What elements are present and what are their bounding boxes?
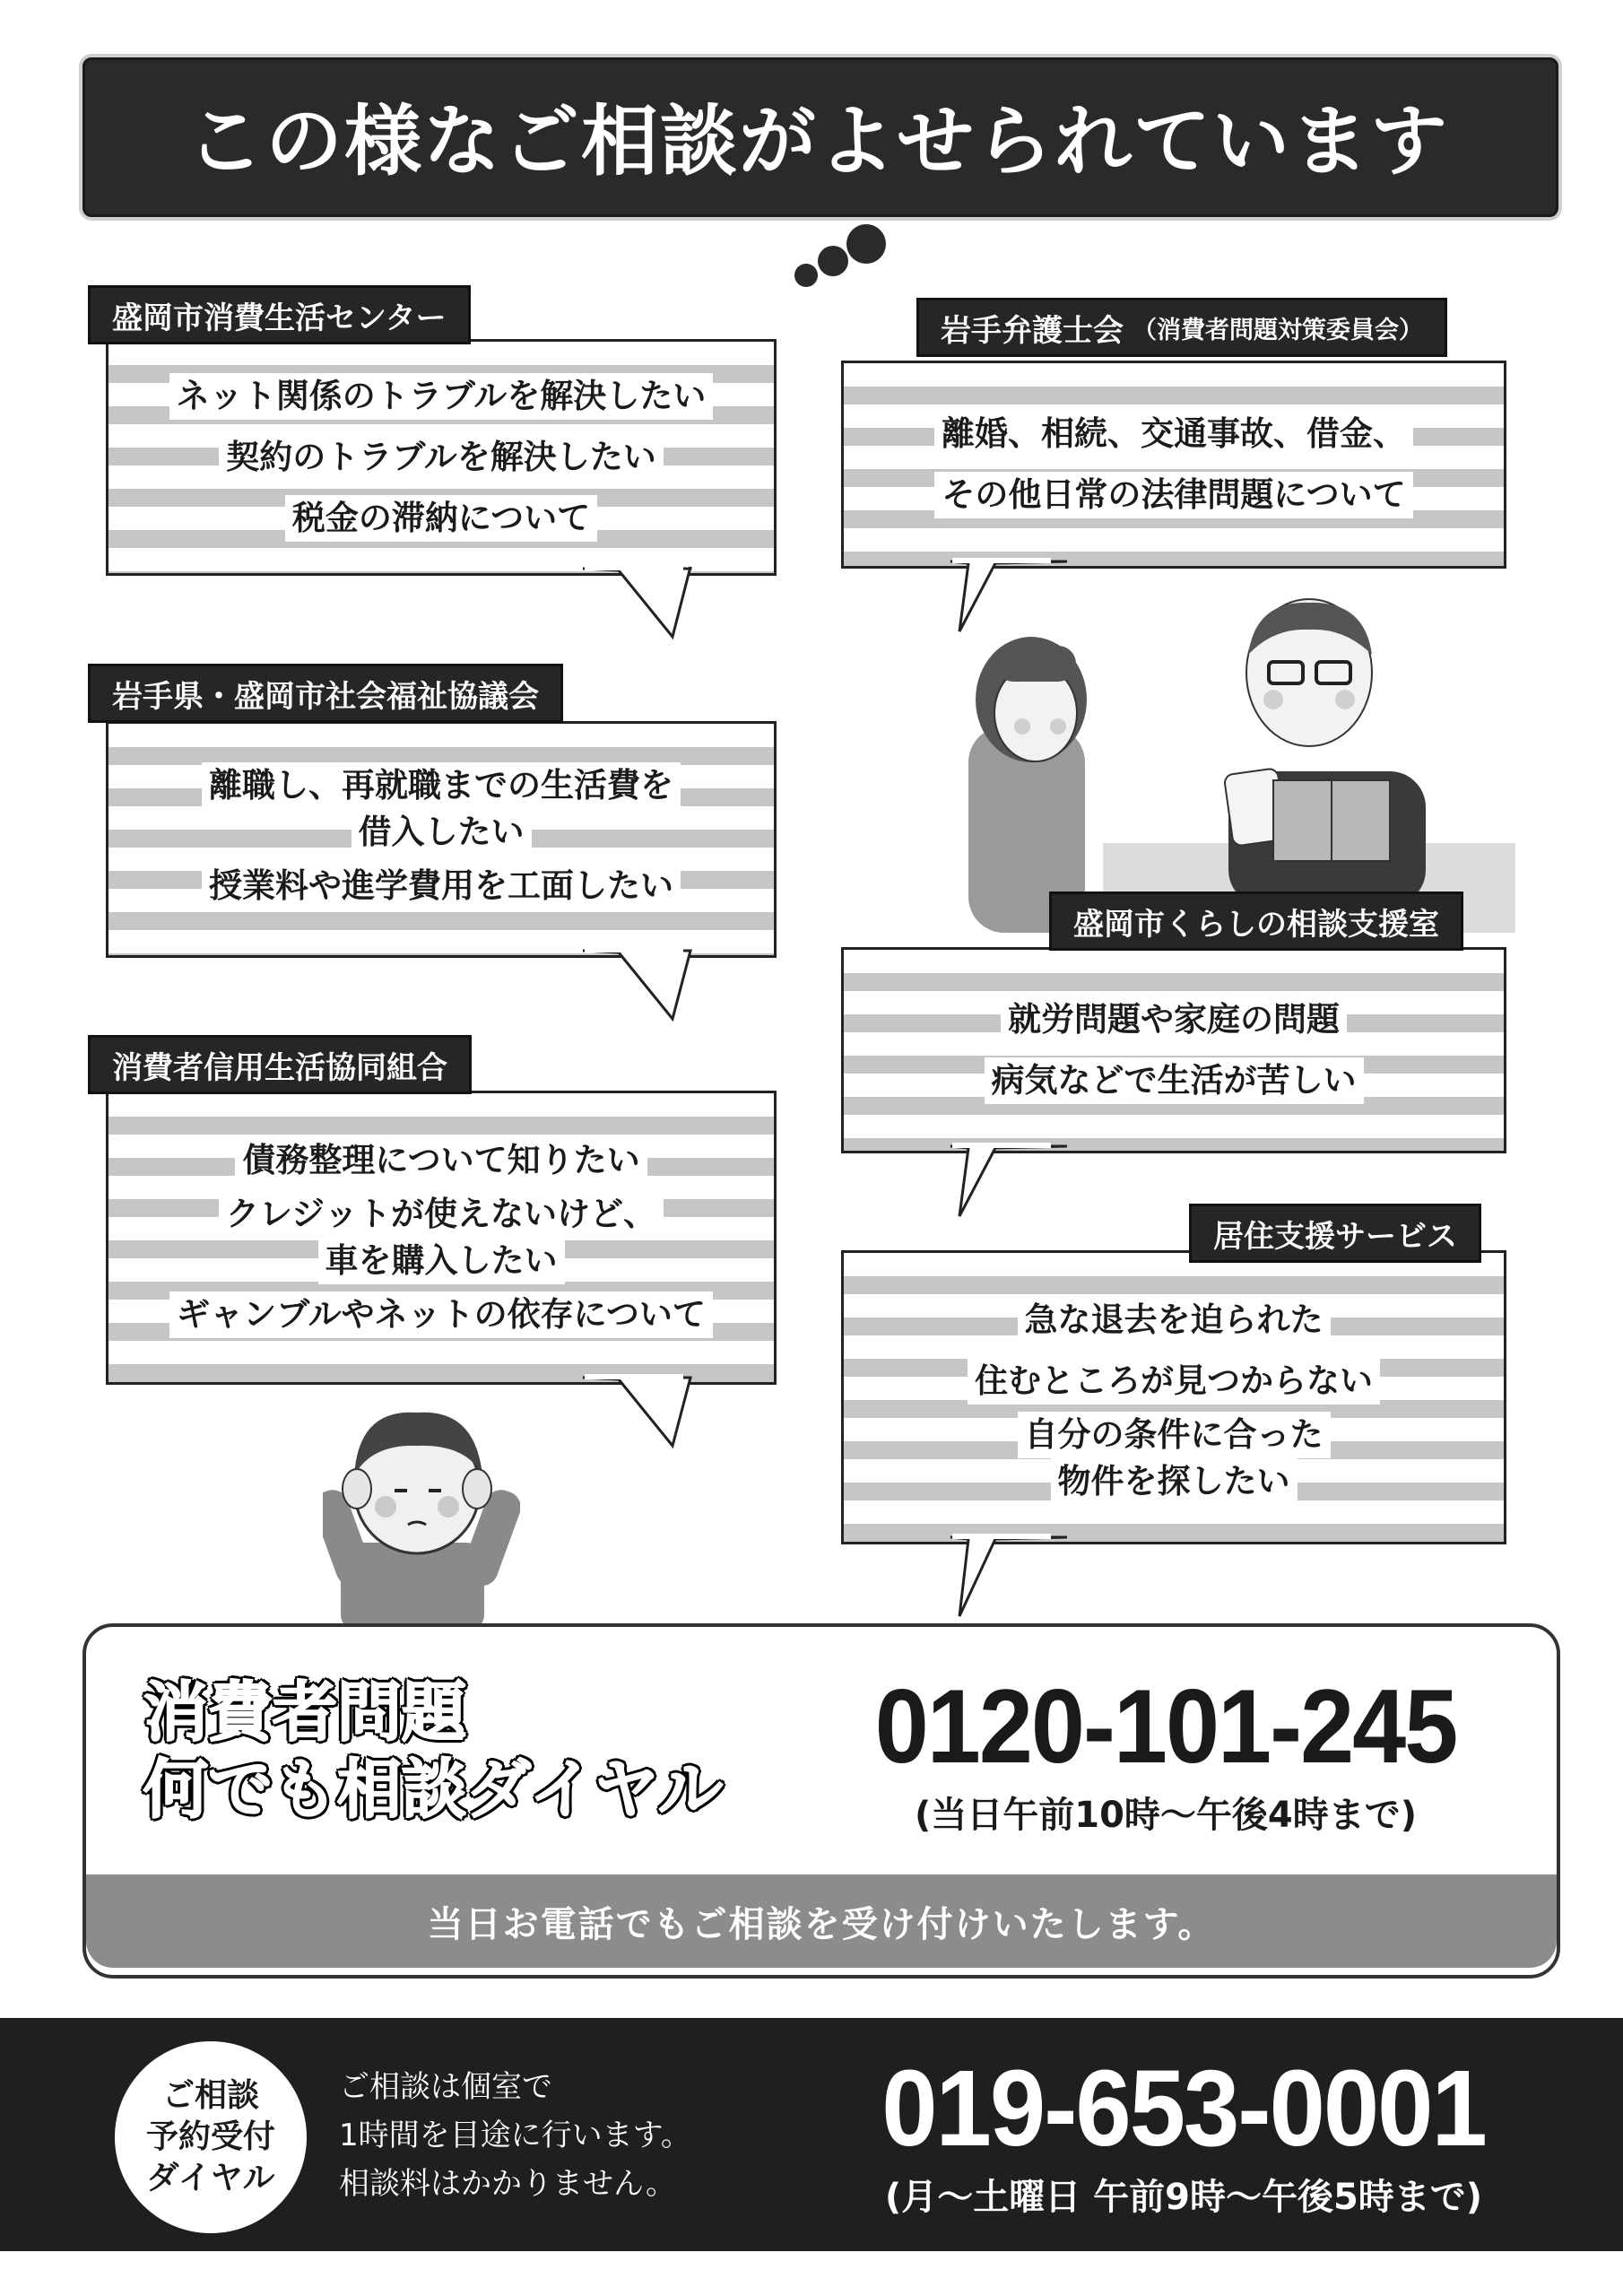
page-title: この様なご相談がよせられています bbox=[187, 97, 1449, 187]
note-line: 相談料はかかりません。 bbox=[339, 2166, 677, 2202]
consult-item: 離婚、相続、交通事故、借金、 bbox=[934, 411, 1413, 457]
toll-free-number[interactable]: 0120-101-245 bbox=[874, 1667, 1457, 1785]
speech-bubble-tail bbox=[933, 1534, 1076, 1623]
bar-association-label bbox=[916, 298, 1447, 357]
thought-bubble-dot bbox=[818, 246, 848, 276]
consult-item: 急な退去を迫られた bbox=[1018, 1297, 1331, 1344]
bar-association-name: 岩手弁護士会 bbox=[941, 312, 1124, 349]
badge-line: ご相談 bbox=[161, 2077, 259, 2114]
dial-title-line: 何でも相談ダイヤル bbox=[143, 1752, 723, 1827]
badge-line: ダイヤル bbox=[146, 2160, 275, 2196]
welfare-council-label: 岩手県・盛岡市社会福祉協議会 bbox=[88, 664, 563, 723]
consult-item: 病気などで生活が苦しい bbox=[985, 1057, 1364, 1104]
consult-item: ネット関係のトラブルを解決したい bbox=[169, 373, 714, 420]
speech-bubble-tail bbox=[565, 565, 699, 646]
note-line: 1時間を目途に行います。 bbox=[339, 2118, 691, 2153]
consumer-center-label: 盛岡市消費生活センター bbox=[88, 285, 471, 344]
reservation-hours: (月～土曜日 午前9時～午後5時まで) bbox=[884, 2177, 1483, 2218]
dial-title bbox=[143, 1674, 789, 1828]
consult-item: 就労問題や家庭の問題 bbox=[1001, 996, 1347, 1043]
speech-bubble-tail bbox=[565, 947, 699, 1028]
credit-coop-label: 消費者信用生活協同組合 bbox=[88, 1035, 472, 1094]
same-day-note: 当日お電話でもご相談を受け付けいたします。 bbox=[427, 1903, 1216, 1945]
thought-bubble-dot bbox=[846, 224, 886, 264]
consult-item: 債務整理について知りたい bbox=[235, 1137, 647, 1184]
consult-item: その他日常の法律問題について bbox=[934, 472, 1412, 518]
consult-item: 物件を探したい bbox=[1051, 1458, 1298, 1505]
badge-line: 予約受付 bbox=[145, 2118, 275, 2155]
note-line: ご相談は個室で bbox=[339, 2069, 552, 2105]
consult-item: クレジットが使えないけど、 bbox=[219, 1191, 664, 1238]
dial-title-line: 消費者問題 bbox=[143, 1674, 467, 1750]
thought-bubble-dot bbox=[794, 264, 818, 287]
living-support-label: 盛岡市くらしの相談支援室 bbox=[1049, 891, 1463, 951]
consult-item: 税金の滞納について bbox=[285, 495, 597, 542]
housing-support-label: 居住支援サービス bbox=[1189, 1204, 1481, 1263]
living-support-box bbox=[841, 947, 1506, 1153]
consult-item: 自分の条件に合った bbox=[1018, 1412, 1331, 1458]
consult-item: 離職し、再就職までの生活費を bbox=[202, 762, 681, 809]
consult-item: 契約のトラブルを解決したい bbox=[219, 434, 664, 481]
reservation-notes bbox=[339, 2063, 805, 2208]
bar-association-box bbox=[841, 361, 1506, 569]
speech-bubble-tail bbox=[565, 1374, 699, 1455]
credit-coop-box bbox=[106, 1091, 777, 1385]
speech-bubble-tail bbox=[933, 1143, 1076, 1223]
toll-free-hours: (当日午前10時～午後4時まで) bbox=[914, 1795, 1418, 1836]
worried-boy-illustration bbox=[323, 1390, 520, 1632]
bar-association-sub: （消費者問題対策委員会） bbox=[1133, 316, 1423, 344]
consult-item: 住むところが見つからない bbox=[968, 1358, 1380, 1405]
consult-item: 借入したい bbox=[352, 809, 532, 856]
housing-support-box bbox=[841, 1250, 1506, 1544]
consult-item: ギャンブルやネットの依存について bbox=[169, 1292, 713, 1338]
reservation-phone-number[interactable]: 019-653-0001 bbox=[881, 2048, 1486, 2169]
consult-item: 授業料や進学費用を工面したい bbox=[202, 863, 681, 909]
consult-item: 車を購入したい bbox=[318, 1238, 565, 1284]
reservation-dial-badge bbox=[115, 2041, 307, 2233]
welfare-council-box bbox=[106, 721, 777, 958]
consumer-center-box bbox=[106, 339, 777, 576]
lawyer-consultation-illustration bbox=[959, 592, 1515, 933]
